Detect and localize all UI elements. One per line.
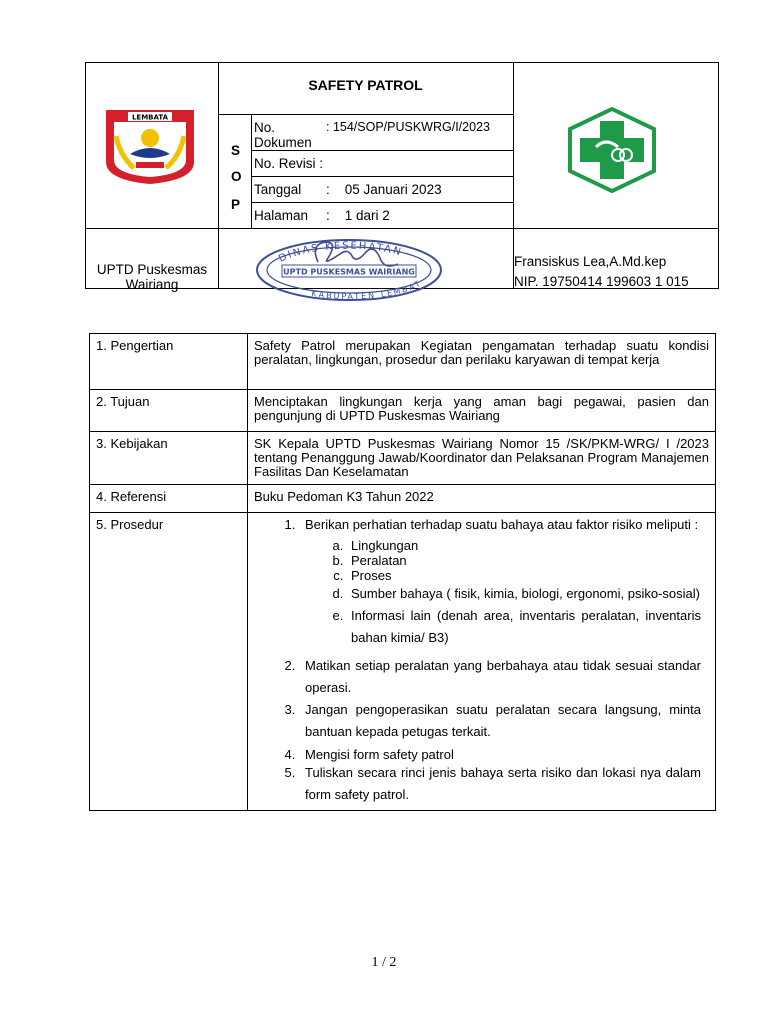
- list-item: d. Sumber bahaya ( fisik, kimia, biologi, ergonomi, psiko-sosial): [347, 583, 701, 605]
- table-row: [90, 513, 716, 811]
- table-row: [90, 334, 716, 390]
- row-label-tujuan: 2. Tujuan: [90, 390, 248, 432]
- table-row: [90, 432, 716, 485]
- signer-nip: NIP. 19750414 199603 1 015: [514, 274, 689, 289]
- risk-factor-list: [305, 538, 701, 649]
- svg-text:KABUPATEN LEMBATA: KABUPATEN LEMBAT: [310, 278, 423, 301]
- list-item: b. Peralatan: [347, 553, 701, 568]
- svg-text:LEMBATA: LEMBATA: [131, 113, 169, 122]
- row-label-pengertian: 1. Pengertian: [90, 334, 248, 390]
- halaman-label: Halaman: [254, 208, 309, 223]
- row-text-referensi: Buku Pedoman K3 Tahun 2022: [248, 485, 716, 513]
- row-label-prosedur: 5. Prosedur: [90, 513, 248, 811]
- sop-letter-o: O: [231, 169, 242, 184]
- no-dokumen-value: : 154/SOP/PUSKWRG/I/2023: [326, 120, 490, 134]
- sop-letter-s: S: [231, 143, 241, 158]
- no-revisi-label: No. Revisi :: [254, 156, 324, 171]
- prosedur-steps: [254, 514, 701, 806]
- page-number: 1 / 2: [371, 955, 397, 970]
- signer-name: Fransiskus Lea,A.Md.kep: [514, 254, 667, 269]
- list-item: c. Proses: [347, 568, 701, 583]
- row-text-tujuan: Menciptakan lingkungan kerja yang aman bagi pegawai, pasien dan pengunjung di UPTD Puskesmas Wairiang: [248, 390, 716, 432]
- prosedur-content: [248, 513, 716, 811]
- row-text-pengertian: Safety Patrol merupakan Kegiatan pengamatan terhadap suatu kondisi peralatan, lingkungan, prosedur dan perilaku karyawan di tempat kerja: [248, 334, 716, 390]
- document-title: SAFETY PATROL: [308, 77, 423, 93]
- table-row: [90, 390, 716, 432]
- lembata-logo: [100, 106, 200, 186]
- row-text-kebijakan: SK Kepala UPTD Puskesmas Wairiang Nomor 15 /SK/PKM-WRG/ I /2023 tentang Penanggung Jawab/Koordinator dan Pelaksanan Program Manajemen Fasilitas Dan Keselamatan: [248, 432, 716, 485]
- sop-content-table: [89, 333, 716, 811]
- table-row: [90, 485, 716, 513]
- svg-text:UPTD PUSKESMAS WAIRIANG: UPTD PUSKESMAS WAIRIANG: [283, 267, 415, 277]
- tanggal-value: : 05 Januari 2023: [326, 182, 442, 197]
- row-label-referensi: 4. Referensi: [90, 485, 248, 513]
- row-label-kebijakan: 3. Kebijakan: [90, 432, 248, 485]
- list-item: 4. Mengisi form safety patrol: [299, 747, 701, 762]
- unit-name-line2: Wairiang: [125, 277, 179, 292]
- official-stamp: [248, 230, 448, 302]
- list-item: 2. Matikan setiap peralatan yang berbahaya atau tidak sesuai standar operasi.: [299, 655, 701, 699]
- list-item: 5. Tuliskan secara rinci jenis bahaya serta risiko dan lokasi nya dalam form safety patrol.: [299, 762, 701, 806]
- list-item: e. Informasi lain (denah area, inventaris peralatan, inventaris bahan kimia/ B3): [347, 605, 701, 649]
- sop-letter-p: P: [231, 197, 241, 212]
- step-1-text: 1. Berikan perhatian terhadap suatu bahaya atau faktor risiko meliputi :: [305, 517, 699, 532]
- no-dokumen-label: No. Dokumen: [254, 120, 312, 150]
- halaman-value: : 1 dari 2: [326, 208, 390, 223]
- svg-text:DINAS KESEHATAN: DINAS KESEHATAN: [277, 240, 404, 265]
- list-item: a. Lingkungan: [347, 538, 701, 553]
- tanggal-label: Tanggal: [254, 182, 302, 197]
- list-item: 3. Jangan pengoperasikan suatu peralatan secara langsung, minta bantuan kepada petugas terkait.: [299, 699, 701, 743]
- unit-name-line1: UPTD Puskesmas: [96, 262, 208, 277]
- list-item: [299, 514, 701, 649]
- kemenkes-logo: [566, 107, 658, 193]
